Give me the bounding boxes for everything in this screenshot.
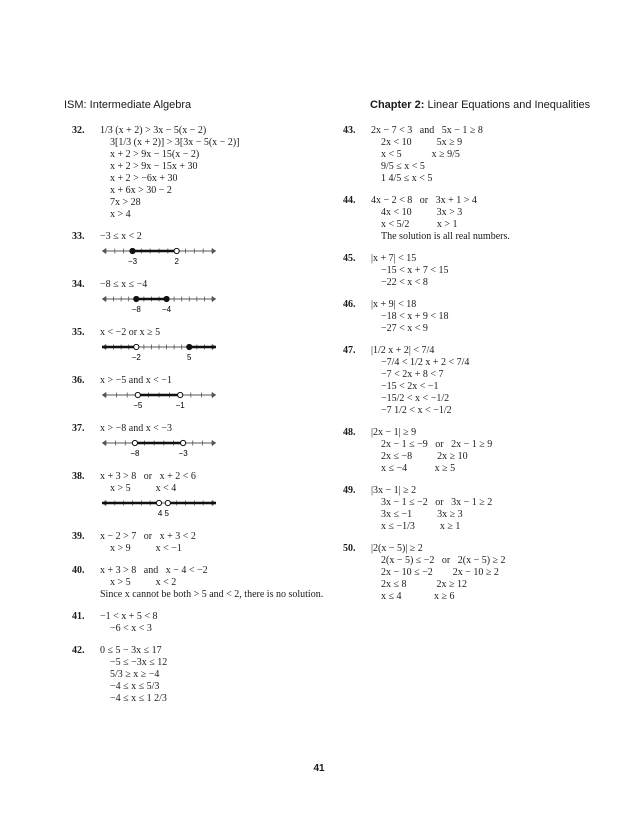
number-line: [100, 389, 218, 409]
problem: [72, 231, 322, 269]
left-arrow-icon: [102, 440, 106, 446]
problem-number: 35.: [72, 327, 85, 338]
running-header-right: [370, 99, 590, 111]
problem: [343, 195, 593, 243]
tick-label: −5: [133, 401, 143, 409]
problem-number: 46.: [343, 299, 356, 310]
number-line: [100, 437, 218, 457]
problem-number: 37.: [72, 423, 85, 434]
left-arrow-icon: [102, 296, 106, 302]
problem: [343, 345, 593, 417]
problem: [72, 375, 322, 413]
solution-step: 4x < 10 3x > 3: [381, 207, 463, 218]
problem-number: 40.: [72, 565, 85, 576]
solution-step: −18 < x + 9 < 18: [381, 311, 449, 322]
solution-step: x > −5 and x < −1: [100, 375, 172, 386]
solution-step: −6 < x < 3: [110, 623, 152, 634]
problem: [343, 427, 593, 475]
problem: [343, 485, 593, 533]
running-header-left: ISM: Intermediate Algebra: [64, 99, 192, 111]
solution-step: x > 9 x < −1: [110, 543, 182, 554]
problem: [72, 531, 322, 555]
solution-step: 2x ≤ −8 2x ≥ 10: [381, 451, 468, 462]
closed-endpoint: [187, 344, 192, 349]
tick-label: −3: [127, 257, 138, 265]
solution-step: x ≤ 4 x ≥ 6: [381, 591, 455, 602]
number-line: [100, 497, 218, 517]
solution-step: −22 < x < 8: [381, 277, 428, 288]
number-line: [100, 341, 218, 361]
solution-step: 2x − 1 ≤ −9 or 2x − 1 ≥ 9: [381, 439, 493, 450]
tick-label: 5: [187, 353, 192, 361]
solution-step: x ≤ −1/3 x ≥ 1: [381, 521, 461, 532]
tick-label: −3: [178, 449, 188, 457]
solution-step: x > 4: [110, 209, 131, 220]
number-line: [100, 293, 218, 313]
solution-step: −4 ≤ x ≤ 1 2/3: [110, 693, 167, 704]
solution-note: Since x cannot be both > 5 and < 2, there is no solution.: [100, 589, 324, 600]
problem: [72, 611, 322, 635]
solution-step: x > 5 x < 4: [110, 483, 177, 494]
problem: [72, 279, 322, 317]
solution-step: −1 < x + 5 < 8: [100, 611, 158, 622]
problem: [72, 645, 322, 705]
problem: [343, 299, 593, 335]
solution-step: x + 3 > 8 or x + 2 < 6: [100, 471, 196, 482]
solution-step: x > 5 x < 2: [110, 577, 177, 588]
open-endpoint: [132, 440, 137, 445]
solution-step: x < 5 x ≥ 9/5: [381, 149, 460, 160]
left-arrow-icon: [102, 248, 106, 254]
solution-step: −15 < x + 7 < 15: [381, 265, 449, 276]
solution-step: −4 ≤ x ≤ 5/3: [110, 681, 160, 692]
problem-number: 47.: [343, 345, 356, 356]
tick-label: −2: [131, 353, 141, 361]
solution-step: 2(x − 5) ≤ −2 or 2(x − 5) ≥ 2: [381, 555, 506, 566]
left-column: [72, 125, 322, 715]
problem: [72, 125, 322, 221]
solution-step: 9/5 ≤ x < 5: [381, 161, 425, 172]
right-arrow-icon: [212, 248, 216, 254]
solution-step: |2(x − 5)| ≥ 2: [371, 543, 423, 554]
tick-label: −1: [175, 401, 185, 409]
problem-number: 41.: [72, 611, 85, 622]
chapter-label: Chapter 2:: [370, 99, 425, 111]
chapter-title: Linear Equations and Inequalities: [424, 99, 591, 111]
solution-step: −3 ≤ x < 2: [100, 231, 142, 242]
solution-step: |x + 7| < 15: [371, 253, 417, 264]
solution-step: |x + 9| < 18: [371, 299, 417, 310]
problem: [343, 253, 593, 289]
problem: [72, 471, 322, 521]
problem-number: 42.: [72, 645, 85, 656]
solution-step: x + 2 > 9x − 15x + 30: [110, 161, 198, 172]
solution-step: 7x > 28: [110, 197, 141, 208]
solution-step: x + 2 > 9x − 15(x − 2): [110, 149, 200, 160]
solution-step: 1 4/5 ≤ x < 5: [381, 173, 433, 184]
problem-number: 32.: [72, 125, 85, 136]
solution-step: 2x ≤ 8 2x ≥ 12: [381, 579, 467, 590]
problem-number: 36.: [72, 375, 85, 386]
closed-endpoint: [164, 296, 169, 301]
open-endpoint: [134, 344, 139, 349]
right-arrow-icon: [212, 296, 216, 302]
solution-step: 0 ≤ 5 − 3x ≤ 17: [100, 645, 162, 656]
open-endpoint: [156, 500, 161, 505]
solution-step: 2x < 10 5x ≥ 9: [381, 137, 463, 148]
problem: [72, 327, 322, 365]
closed-endpoint: [134, 296, 139, 301]
problem-number: 48.: [343, 427, 356, 438]
solution-step: −7 < 2x + 8 < 7: [381, 369, 444, 380]
right-arrow-icon: [212, 392, 216, 398]
page-number: 41: [313, 763, 325, 774]
tick-label: 4 5: [157, 509, 169, 517]
solution-step: −7/4 < 1/2 x + 2 < 7/4: [381, 357, 470, 368]
solution-step: x < 5/2 x > 1: [381, 219, 458, 230]
number-line: [100, 245, 218, 265]
problem-number: 33.: [72, 231, 85, 242]
solution-step: 1/3 (x + 2) > 3x − 5(x − 2): [100, 125, 207, 136]
problem-number: 50.: [343, 543, 356, 554]
solution-step: −15 < 2x < −1: [381, 381, 439, 392]
solution-step: |2x − 1| ≥ 9: [371, 427, 417, 438]
problem-number: 38.: [72, 471, 85, 482]
solution-step: 3[1/3 (x + 2)] > 3[3x − 5(x − 2)]: [110, 137, 240, 148]
problem-number: 44.: [343, 195, 356, 206]
solution-step: 2x − 10 ≤ −2 2x − 10 ≥ 2: [381, 567, 499, 578]
open-endpoint: [180, 440, 185, 445]
solution-step: 5/3 ≥ x ≥ −4: [110, 669, 160, 680]
solution-step: x − 2 > 7 or x + 3 < 2: [100, 531, 196, 542]
tick-label: −8: [131, 305, 141, 313]
solution-step: x + 2 > −6x + 30: [110, 173, 178, 184]
solution-step: 2x − 7 < 3 and 5x − 1 ≥ 8: [371, 125, 483, 136]
solution-step: x + 3 > 8 and x − 4 < −2: [100, 565, 208, 576]
problem-number: 34.: [72, 279, 85, 290]
right-arrow-icon: [212, 440, 216, 446]
solution-step: −7 1/2 < x < −1/2: [381, 405, 452, 416]
open-endpoint: [174, 248, 179, 253]
tick-label: −8: [130, 449, 140, 457]
solution-step: −5 ≤ −3x ≤ 12: [110, 657, 168, 668]
problem: [343, 543, 593, 603]
tick-label: 2: [174, 257, 179, 265]
problem-number: 43.: [343, 125, 356, 136]
right-column: [343, 125, 593, 613]
open-endpoint: [178, 392, 183, 397]
solution-step: −27 < x < 9: [381, 323, 428, 334]
tick-label: −4: [162, 305, 172, 313]
left-arrow-icon: [102, 392, 106, 398]
problem: [72, 423, 322, 461]
problem-number: 39.: [72, 531, 85, 542]
solution-step: The solution is all real numbers.: [381, 231, 510, 242]
solution-step: x + 6x > 30 − 2: [110, 185, 172, 196]
solution-step: 4x − 2 < 8 or 3x + 1 > 4: [371, 195, 477, 206]
solution-step: |3x − 1| ≥ 2: [371, 485, 417, 496]
solution-step: x > −8 and x < −3: [100, 423, 172, 434]
solution-step: 3x ≤ −1 3x ≥ 3: [381, 509, 463, 520]
solution-step: 3x − 1 ≤ −2 or 3x − 1 ≥ 2: [381, 497, 493, 508]
solution-step: x < −2 or x ≥ 5: [100, 327, 161, 338]
closed-endpoint: [130, 248, 135, 253]
problem-number: 45.: [343, 253, 356, 264]
problem: [72, 565, 322, 601]
problem-number: 49.: [343, 485, 356, 496]
open-endpoint: [135, 392, 140, 397]
solution-step: −8 ≤ x ≤ −4: [100, 279, 148, 290]
solution-step: x ≤ −4 x ≥ 5: [381, 463, 456, 474]
open-endpoint: [165, 500, 170, 505]
solution-step: −15/2 < x < −1/2: [381, 393, 450, 404]
problem: [343, 125, 593, 185]
solution-step: |1/2 x + 2| < 7/4: [371, 345, 435, 356]
